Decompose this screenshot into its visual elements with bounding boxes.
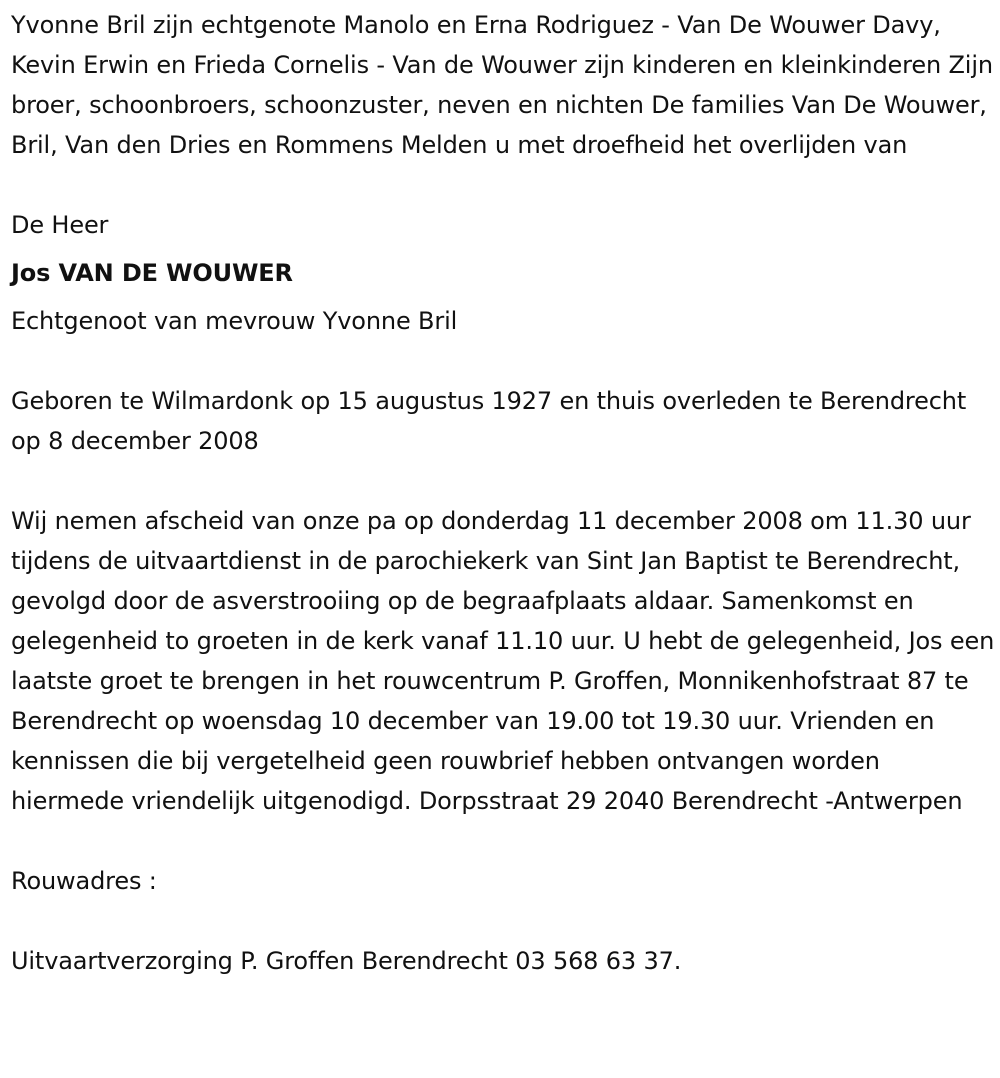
family-intro-paragraph: Yvonne Bril zijn echtgenote Manolo en Erna Rodriguez - Van De Wouwer Davy, Kevin Erwin en Frieda Cornelis - Van de Wouwer zijn kinderen en kleinkinderen Zijn broer, schoonbroers, schoonzuster, neven en nichten De families Van De Wouwer, Bril, Van den Dries en Rommens Melden u met droefheid het overlijden van <box>11 11 993 159</box>
birth-death-paragraph: Geboren te Wilmardonk op 15 augustus 1927 en thuis overleden te Berendrecht op 8 december 2008 <box>11 387 967 455</box>
spacer <box>11 901 995 941</box>
address-label: Rouwadres : <box>11 867 157 895</box>
obituary-document <box>11 5 995 981</box>
salutation: De Heer <box>11 211 109 239</box>
deceased-name: Jos VAN DE WOUWER <box>11 259 293 287</box>
spacer <box>11 821 995 861</box>
spouse-line: Echtgenoot van mevrouw Yvonne Bril <box>11 307 458 335</box>
spacer <box>11 461 995 501</box>
spacer <box>11 165 995 205</box>
spacer <box>11 341 995 381</box>
funeral-director-line: Uitvaartverzorging P. Groffen Berendrecht 03 568 63 37. <box>11 947 682 975</box>
ceremony-paragraph: Wij nemen afscheid van onze pa op donderdag 11 december 2008 om 11.30 uur tijdens de uitvaartdienst in de parochiekerk van Sint Jan Baptist te Berendrecht, gevolgd door de asverstrooiing op de begraafplaats aldaar. Samenkomst en gelegenheid to groeten in de kerk vanaf 11.10 uur. U hebt de gelegenheid, Jos een laatste groet te brengen in het rouwcentrum P. Groffen, Monnikenhofstraat 87 te Berendrecht op woensdag 10 december van 19.00 tot 19.30 uur. Vrienden en kennissen die bij vergetelheid geen rouwbrief hebben ontvangen worden hiermede vriendelijk uitgenodigd. Dorpsstraat 29 2040 Berendrecht -Antwerpen <box>11 507 995 815</box>
